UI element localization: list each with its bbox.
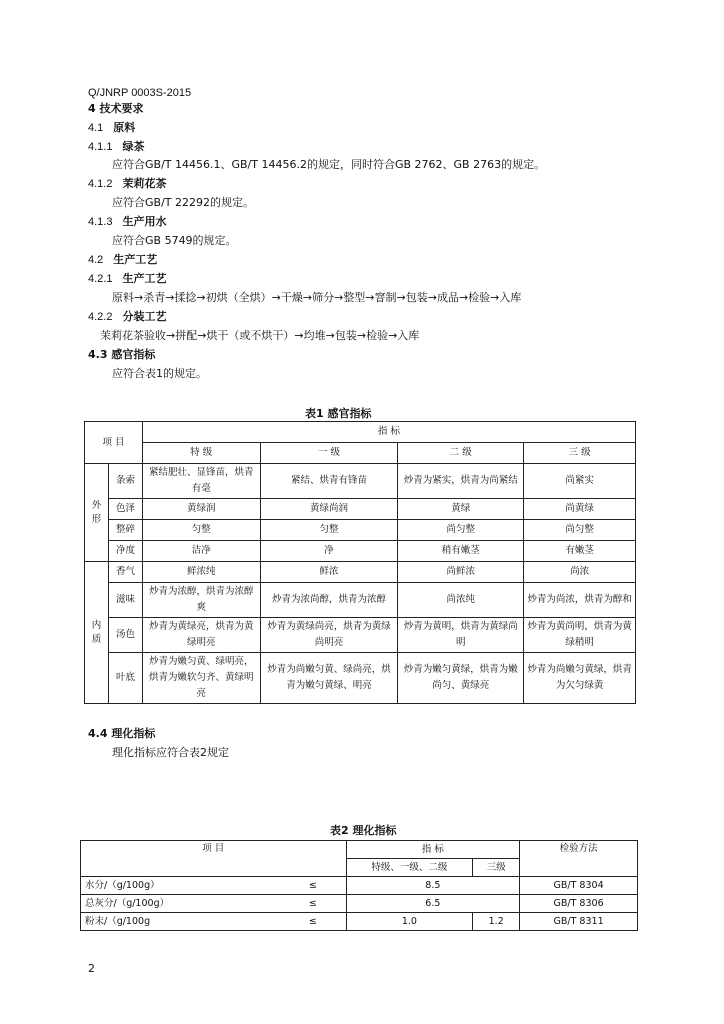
- row-item: 粉末/（g/100g: [81, 913, 281, 931]
- section-4-2-number: 4.2: [88, 254, 104, 266]
- table-row: [85, 583, 636, 618]
- row-label: 叶底: [108, 653, 142, 704]
- table-cell: 炒青为黄绿亮，烘青为黄绿明亮: [142, 618, 260, 653]
- section-4-3-title: 4.3 感官指标: [88, 348, 156, 361]
- table-cell: 黄绿尚润: [260, 499, 398, 520]
- table-cell: 净: [260, 541, 398, 562]
- table-row: [81, 913, 638, 931]
- table-row: [85, 541, 636, 562]
- row-method: GB/T 8304: [520, 877, 638, 895]
- table-row: [85, 520, 636, 541]
- section-4-1-2-text: 应符合GB/T 22292的规定。: [112, 196, 254, 209]
- section-4-1-3-text: 应符合GB 5749的规定。: [112, 234, 237, 247]
- row-value-a: 1.0: [346, 913, 473, 931]
- section-4-2-1-heading: [88, 272, 166, 286]
- table-cell: 黄绿润: [142, 499, 260, 520]
- grade-header-1: 一 级: [260, 443, 398, 464]
- table1-item-header: 项 目: [85, 422, 143, 464]
- table1-caption: 表1 感官指标: [305, 407, 372, 420]
- table-cell: 尚匀整: [398, 520, 524, 541]
- group-inner-label: 内质: [85, 562, 109, 704]
- section-4-1-2-title: 茉莉花茶: [122, 177, 167, 190]
- table-cell: 有嫩茎: [524, 541, 636, 562]
- grade-header-special: 特 级: [142, 443, 260, 464]
- section-4-1-heading: [88, 121, 135, 135]
- table-cell: 炒青为浓尚醇，烘青为浓醇: [260, 583, 398, 618]
- page-number: 2: [88, 962, 95, 975]
- section-4-2-2-text: 茉莉花茶验收→拼配→烘干（或不烘干）→均堆→包装→检验→入库: [100, 329, 420, 342]
- grade-header-3: 三 级: [524, 443, 636, 464]
- section-4-2-heading: [88, 253, 157, 267]
- table-cell: 紧结、烘青有锋苗: [260, 464, 398, 499]
- table-cell: 尚紧实: [524, 464, 636, 499]
- table-cell: 黄绿: [398, 499, 524, 520]
- row-label: 色泽: [108, 499, 142, 520]
- row-label: 滋味: [108, 583, 142, 618]
- grade-header-2: 二 级: [398, 443, 524, 464]
- table-cell: 炒青为紧实，烘青为尚紧结: [398, 464, 524, 499]
- row-label: 香气: [108, 562, 142, 583]
- section-4-2-2-heading: [88, 310, 166, 324]
- row-method: GB/T 8311: [520, 913, 638, 931]
- table-row: [81, 895, 638, 913]
- section-4-4-title: 4.4 理化指标: [88, 727, 156, 740]
- section-4-1-2-number: 4.1.2: [88, 178, 113, 190]
- table2-grade-b: 三级: [473, 859, 520, 877]
- table-row: [85, 464, 636, 499]
- section-4-1-1-number: 4.1.1: [88, 141, 113, 153]
- section-4-2-2-title: 分装工艺: [122, 310, 167, 323]
- table2-item-header: 项 目: [81, 841, 347, 877]
- row-operator: ≤: [280, 877, 346, 895]
- sensory-table: [84, 421, 636, 704]
- section-4-1-2-heading: [88, 177, 166, 191]
- table-cell: 匀整: [142, 520, 260, 541]
- table-cell: 稍有嫩茎: [398, 541, 524, 562]
- table-cell: 鲜浓: [260, 562, 398, 583]
- table-cell: 鲜浓纯: [142, 562, 260, 583]
- table-row: [85, 618, 636, 653]
- table-cell: 紧结肥壮、显锋苗，烘青有毫: [142, 464, 260, 499]
- table-cell: 炒青为尚嫩匀黄、绿尚亮，烘青为嫩匀黄绿、明亮: [260, 653, 398, 704]
- section-4-1-number: 4.1: [88, 122, 104, 134]
- section-4-2-1-text: 原料→杀青→揉捻→初烘（全烘）→干燥→筛分→整型→窨制→包装→成品→检验→入库: [112, 291, 522, 304]
- table-cell: 尚鲜浓: [398, 562, 524, 583]
- section-4-2-1-title: 生产工艺: [122, 272, 167, 285]
- table-cell: 洁净: [142, 541, 260, 562]
- row-operator: ≤: [280, 895, 346, 913]
- section-4-1-3-heading: [88, 215, 166, 229]
- row-value: 6.5: [346, 895, 520, 913]
- section-4-2-2-number: 4.2.2: [88, 311, 113, 323]
- section-4-3-text: 应符合表1的规定。: [112, 367, 207, 380]
- row-method: GB/T 8306: [520, 895, 638, 913]
- table-cell: 炒青为嫩匀黄绿，烘青为嫩尚匀、黄绿亮: [398, 653, 524, 704]
- table-cell: 炒青为浓醇，烘青为浓醇爽: [142, 583, 260, 618]
- table-cell: 炒青为尚浓，烘青为醇和: [524, 583, 636, 618]
- table-row: [85, 562, 636, 583]
- table2-index-header: 指 标: [346, 841, 520, 859]
- row-label: 汤色: [108, 618, 142, 653]
- row-item: 水分/（g/100g）: [81, 877, 281, 895]
- row-label: 条索: [108, 464, 142, 499]
- row-label: 整碎: [108, 520, 142, 541]
- table2-caption: 表2 理化指标: [330, 824, 397, 837]
- table-row: [81, 841, 638, 859]
- section-4-4-text: 理化指标应符合表2规定: [112, 746, 229, 759]
- table-cell: 炒青为黄尚明，烘青为黄绿稍明: [524, 618, 636, 653]
- table-cell: 尚浓: [524, 562, 636, 583]
- table-row: [85, 443, 636, 464]
- row-value-b: 1.2: [473, 913, 520, 931]
- section-4-title: 4 技术要求: [88, 102, 144, 115]
- table-cell: 炒青为尚嫩匀黄绿，烘青为欠匀绿黄: [524, 653, 636, 704]
- table1-index-header: 指 标: [142, 422, 635, 443]
- section-4-2-1-number: 4.2.1: [88, 273, 113, 285]
- table-row: [85, 653, 636, 704]
- table-row: [85, 422, 636, 443]
- table2-grade-a: 特级、一级、二级: [346, 859, 473, 877]
- row-item: 总灰分/（g/100g）: [81, 895, 281, 913]
- section-4-1-3-title: 生产用水: [122, 215, 167, 228]
- section-4-1-1-heading: [88, 140, 144, 154]
- section-4-1-3-number: 4.1.3: [88, 216, 113, 228]
- section-4-1-1-text: 应符合GB/T 14456.1、GB/T 14456.2的规定，同时符合GB 2762、GB 2763的规定。: [112, 158, 546, 171]
- table-cell: 炒青为黄绿尚亮，烘青为黄绿尚明亮: [260, 618, 398, 653]
- table-cell: 尚匀整: [524, 520, 636, 541]
- table-cell: 尚黄绿: [524, 499, 636, 520]
- group-outer-label: 外形: [85, 464, 109, 562]
- table-row: [81, 877, 638, 895]
- section-4-1-title: 原料: [113, 121, 136, 134]
- table-cell: 尚浓纯: [398, 583, 524, 618]
- table-row: [85, 499, 636, 520]
- physicochemical-table: [80, 840, 638, 931]
- table-cell: 炒青为黄明，烘青为黄绿尚明: [398, 618, 524, 653]
- section-4-1-1-title: 绿茶: [122, 140, 145, 153]
- row-label: 净度: [108, 541, 142, 562]
- standard-code: Q/JNRP 0003S-2015: [88, 87, 192, 99]
- table-cell: 炒青为嫩匀黄、绿明亮，烘青为嫩软匀齐、黄绿明亮: [142, 653, 260, 704]
- table-cell: 匀整: [260, 520, 398, 541]
- table2-method-header: 检验方法: [520, 841, 638, 877]
- row-value: 8.5: [346, 877, 520, 895]
- section-4-2-title: 生产工艺: [113, 253, 158, 266]
- row-operator: ≤: [280, 913, 346, 931]
